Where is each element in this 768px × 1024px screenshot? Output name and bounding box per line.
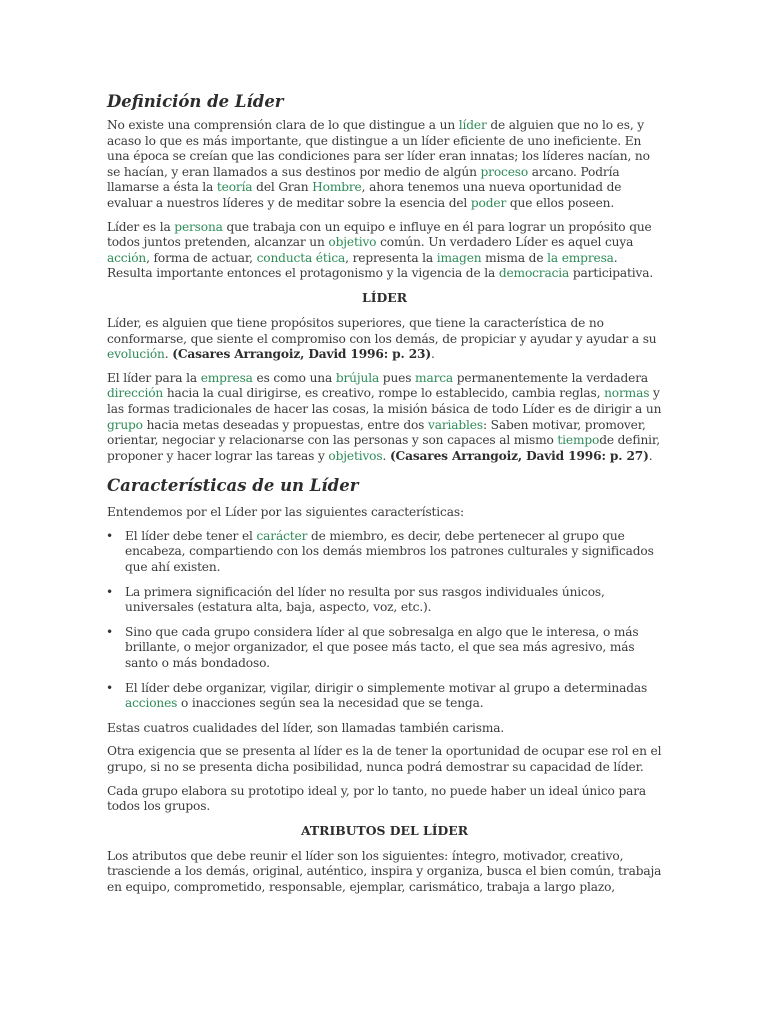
- link-imagen[interactable]: imagen: [436, 250, 482, 265]
- link-proceso[interactable]: proceso: [480, 164, 529, 179]
- paragraph-lider-2: [107, 371, 662, 465]
- paragraph-prototipo: Cada grupo elabora su prototipo ideal y, por lo tanto, no puede haber un ideal único para todos los grupos.: [107, 783, 647, 814]
- list-item: [125, 529, 662, 576]
- paragraph-exigencia: Otra exigencia que se presenta al líder es la de tener la oportunidad de ocupar ese rol en el grupo, si no se presenta dicha posibilidad, nunca podrá demostrar su capacidad de líder.: [107, 744, 662, 774]
- text-span: No existe una comprensión clara de lo que distingue a un: [107, 118, 459, 132]
- heading-atributos: ATRIBUTOS DEL LÍDER: [300, 822, 468, 838]
- text-span: : Saben motivar, promover, orientar, negociar y relacionarse con las personas y son capaces al mismo: [107, 417, 646, 448]
- text-span: .: [164, 347, 173, 362]
- paragraph-atributos: Los atributos que debe reunir el líder son los siguientes: íntegro, motivador, creativo, trasciende a los demás, original, auténtico, inspira y organiza, busca el bien común, trabaja en equipo, comprometido, responsable, ejemplar, carismático, trabaja a largo plazo,: [107, 848, 662, 894]
- text-span: hacia la cual dirigirse, es creativo, rompe lo establecido, cambia reglas,: [163, 386, 605, 401]
- text-span: , ahora tenemos una nueva oportunidad de evaluar a nuestros líderes y de meditar sobre la esencia del: [107, 180, 622, 210]
- link-hombre[interactable]: Hombre: [312, 180, 362, 195]
- link-marca[interactable]: marca: [415, 370, 454, 385]
- text-span: de definir, proponer y hacer lograr las tareas y: [107, 433, 660, 463]
- text-span: y las formas tradicionales de hacer las cosas, la misión básica de todo Líder es de dirigir a un: [107, 386, 662, 416]
- paragraph-carisma: Estas cuatros cualidades del líder, son llamadas también carisma.: [107, 720, 505, 735]
- heading-definicion: Definición de Líder: [107, 92, 284, 111]
- text-span: del Gran: [252, 180, 313, 195]
- paragraph-definicion-2: [107, 220, 662, 282]
- text-span: o inacciones según sea la necesidad que se tenga.: [177, 696, 484, 711]
- link-brujula[interactable]: brújula: [335, 370, 380, 385]
- text-span: que ellos poseen.: [506, 195, 615, 210]
- citation: (Casares Arrangoiz, David 1996: p. 27): [389, 448, 649, 463]
- link-conducta-etica[interactable]: conducta ética: [256, 250, 346, 265]
- text-span: Líder, es alguien que tiene propósitos superiores, que tiene la característica de no conformarse, que siente el compromiso con los demás, de propiciar y ayudar y ayudar a su: [107, 315, 657, 346]
- text-span: . Resulta importante entonces el protagonismo y la vigencia de la: [107, 250, 618, 281]
- paragraph-definicion-1: [107, 118, 662, 212]
- text-span: .: [382, 448, 390, 463]
- text-span: Sino que cada grupo considera líder al que sobresalga en algo que le interesa, o más brillante, o mejor organizador, el que posee más tacto, el que sea más agresivo, más santo o más bondadoso.: [125, 624, 639, 671]
- link-tiempo[interactable]: tiempo: [557, 433, 600, 448]
- link-persona[interactable]: persona: [174, 219, 223, 234]
- text-span: misma de: [481, 250, 548, 265]
- link-teoria[interactable]: teoría: [216, 180, 253, 195]
- text-span: es como una: [252, 370, 336, 385]
- text-span: hacia metas deseadas y propuestas, entre dos: [142, 417, 428, 432]
- link-evolucion[interactable]: evolución: [107, 347, 165, 362]
- list-item: [125, 585, 662, 616]
- heading-caracteristicas: Características de un Líder: [107, 476, 359, 496]
- link-accion[interactable]: acción: [107, 250, 147, 265]
- heading-lider: LÍDER: [362, 289, 407, 305]
- link-acciones[interactable]: acciones: [125, 696, 178, 711]
- link-direccion[interactable]: dirección: [107, 386, 164, 401]
- text-span: El líder para la: [107, 370, 201, 385]
- paragraph-lider-1: [107, 316, 662, 363]
- link-normas[interactable]: normas: [604, 386, 650, 401]
- text-span: arcano. Podría llamarse a ésta la: [107, 164, 620, 195]
- text-span: de miembro, es decir, debe pertenecer al grupo que encabeza, compartiendo con los demás miembros los patrones culturales y significados que ahí existen.: [125, 528, 654, 575]
- text-span: participativa.: [569, 266, 654, 281]
- paragraph-caracteristicas-intro: Entendemos por el Líder por las siguientes características:: [107, 505, 464, 520]
- text-span: La primera significación del líder no resulta por sus rasgos individuales únicos, universales (estatura alta, baja, aspecto, voz, etc.).: [125, 584, 605, 615]
- text-span: .: [431, 347, 435, 362]
- text-span: .: [648, 448, 653, 463]
- text-span: El líder debe tener el: [125, 528, 257, 543]
- citation: (Casares Arrangoiz, David 1996: p. 23): [172, 347, 431, 362]
- link-democracia[interactable]: democracia: [498, 266, 570, 281]
- text-span: de alguien que no lo es, y acaso lo que es más importante, que distingue a un líder eficiente de uno ineficiente. En una época se creían que las condiciones para ser líder eran innatas; los líderes nacían, no se hacían, y eran llamados a sus destinos por medio de algún: [107, 118, 650, 179]
- link-variables[interactable]: variables: [427, 417, 483, 432]
- text-span: Líder es la: [107, 219, 175, 234]
- text-span: El líder debe organizar, vigilar, dirigir o simplemente motivar al grupo a determinadas: [125, 680, 648, 695]
- link-grupo[interactable]: grupo: [107, 417, 143, 432]
- list-item: [125, 681, 662, 712]
- text-span: que trabaja con un equipo e influye en él para lograr un propósito que todos juntos pretenden, alcanzar un: [107, 219, 652, 250]
- link-objetivo[interactable]: objetivo: [328, 235, 377, 250]
- text-span: pues: [379, 370, 416, 385]
- link-empresa[interactable]: empresa: [200, 370, 253, 385]
- text-span: permanentemente la verdadera: [453, 370, 648, 385]
- link-caracter[interactable]: carácter: [256, 528, 308, 543]
- text-span: , representa la: [345, 250, 437, 265]
- link-objetivos[interactable]: objetivos: [328, 448, 383, 463]
- text-span: , forma de actuar,: [146, 250, 257, 265]
- link-la-empresa[interactable]: la empresa: [547, 250, 614, 265]
- link-poder[interactable]: poder: [470, 195, 507, 210]
- list-item: [125, 625, 662, 672]
- text-span: común. Un verdadero Líder es aquel cuya: [376, 235, 634, 250]
- link-lider[interactable]: líder: [458, 118, 487, 132]
- characteristics-list: [107, 529, 662, 712]
